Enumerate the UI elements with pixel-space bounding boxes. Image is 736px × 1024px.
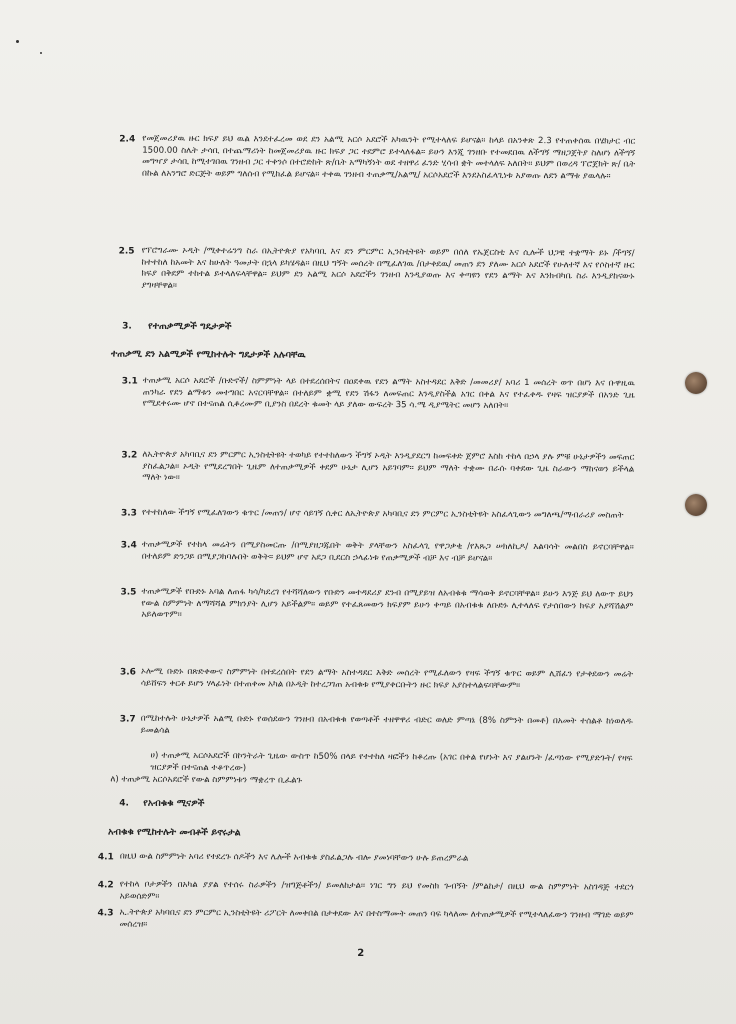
sub-clause-b: ለ) ተጠቃሚ አርሶአደሮች የውል ስምምነቱን ማቋረጥ ቢፈልጉ — [110, 774, 303, 786]
clause-text: በሚከተሉት ሁኔታዎች አልሚ ቡድኑ የወሰደውን ገንዘብ በአብቁቁ የወጣቶች ተዘዋዋሪ ብድር ወለድ ምጣኔ (8% ስምንት በመቶ) በአመት ተሰልቶ ከነወለዱ ይመልሳል — [140, 713, 633, 736]
clause-number: 3.4 — [120, 540, 137, 551]
clause-text: ኦሎሚ ቡድኑ በጽድቀውና ስምምነት በተደረሰበት የደን ልማት አስተዳደር እቅድ መሰረት የሚፈለውን የዛፍ ችግኝ ቁጥር ወይም ሊሸፈን የታቀደውን መሬት ሳይሸፍን ቀርቶ ይሆን ሃላፊነት በተጠቀመ አካል በኦዲት ከተረጋገጠ አብቁቱ የሚያቀርቡትን ዙር ክፍያ አያስተላልፍባቸውም፡፡ — [140, 666, 634, 691]
section-number: 3. — [122, 321, 132, 332]
clause-number: 3.7 — [119, 714, 136, 725]
section-number: 4. — [119, 798, 129, 809]
clause-text: የመጀመሪያዉ ዙር ክፍያ ይህ ዉል እንደተፈረመ ወደ ደን አልሚ አርሶ አደሮች አካዉንት የሚተላለፍ ይሆናል፡፡ ከላይ በአንቀጽ 2.3 የተጠቀሰዉ በሄክታር ብር 1500.00 ስሌት ታሳቢ በተጨማሪነት ከመጀመሪያዉ ዙር ክፍያ ጋር ተደምሮ ይተላለፋል፡፡ ይሁን እንጂ ገንዘቡ የተመደበዉ ለችግኝ ማዘጋጀትያ ስለሆነ ለችግኝ መግዣያ ታሳቢ ከሚተገበዉ ገንዘብ ጋር ተቀንሶ በተሮድከት ጽ/ቤት አማካኝነት ወደ ተዘዋሪ ፈንድ ሂሳብ ቋት መተላለፍ አለበት፡፡ ይህም በወረዳ ፕሮጀክት ጽ/ ቤት በኩል ለአንግሮ ድርጅት ወይም ግለሰብ የሚከፈል ይሆናል፡፡ ተቀዉ ገንዘብ ተጠቃሚ/አልሚ/ አርሶአደሮች እንደአስፈላጊነቱ አያወጡ ለደን ልማቱ ያዉላሉ፡፡ — [142, 133, 636, 181]
clause-number: 3.2 — [121, 450, 138, 461]
clause-text: የተከላ ቦታዎችን በአካል ያያል የተሰሩ ስራዎችን /ዝግጅቶችን/ ይመለከታል፡፡ ነገር ግን ይህ የመስክ ጉብኝት /ምልከታ/ በዚህ ውል ስምምነት አስገዳጅ ተደርጎ አይወሰድም፡፡ — [119, 879, 634, 902]
clause-text: የፕሮግራሙ ኦዲት /ሚቀተሬንግ ስራ በኢትዮጵያ የአካባቢ እና ደን ምርምር ኢንስቲትዩት ወይም በሰለ የኤጀርስቲ እና ሲሎች ህጋዊ ተቋማት ይኑ /ችግኝ/ ከተተከለ ከአመት እና ከሁለት ዓመታት በኋላ ይካሄዳል፡፡ በዚህ ግኝት መሰረት በሚፈለገዉ /በታቀደዉ/ መጠን ደን ያለሙ አርሶ አደሮች የሁለተኛ እና የሶስተኛ ዙር ክፍያ በቅደም ተከተል ይተላለፍላቸዋል፡፡ ይህም ደን አልሚ አርሶ አደሮችን ገንዘብ እንዲያወጡ እና ቀጣዩን የደን ልማት እና እንክብካቤ ስራ እንዲያከናውኑ ያግዛቸዋል፡፡ — [141, 245, 635, 291]
clause-number: 4.1 — [97, 852, 114, 863]
clause-text: በዚህ ውል ስምምነት አባሪ የተደረጉ ሰዶችን እና ሌሎች አብቁቁ ያስፈልጋሉ ብሎ ያመነባቸውን ሁሉ ይጠረምራል — [119, 851, 469, 864]
clause-number: 4.2 — [97, 880, 114, 891]
clause-number: 2.4 — [119, 134, 136, 145]
clause-number: 4.3 — [97, 908, 114, 919]
clause-text: ኢ.ትዮጵያ አካባቢና ደን ምርምር ኢንስቲትዩት ሪፖርት ለመቀበል በታቀደው እና በተስማሙት መጠን ባፍ ካላለሙ ለተጠቃሚዎች የሚተላለፈውን ገንዘብ ማገድ ወይም መሰረዝ፡፡ — [119, 907, 634, 930]
clause-text: ተጠቃሚዎች የተከላ መሬትን በሚያስመርጡ /በሚያዘጋጁበት ወቅት ያላቸውን አስፈላጊ የዋጋቃቂ /የእጹጋ ሠክለኪዶ/ እልባሳት መልበስ ይኖርባቸዋል፡፡ በተለይም ድንጋይ በሚያጋክባሉበት ወቅት፡፡ ይህም ሆኖ አደጋ ቢደርስ ኃላፊነቱ የጠቃሚዎች ብቻ እና ብቻ ይሆናል፡፡ — [141, 539, 634, 564]
clause-text: ተጠቃሚዎች የቡድኑ አባል ለጠፋ ካሳ/ካደረገ የተሻሻለውን የቡድን መተዳደሪያ ደንብ በሚያይዝ ለአብቁቁ ማሳወቅ ይኖርባቸዋል፡፡ ይሁን እንጅ ይህ ለውጥ ይህን የውል ስምምነት ለማሻሻል ምክንያት ሊሆን አይችልም፡፡ ወይም የተፈጸመውን ክፍያም ይሁን ቀጣይ በአብቁቁ ለቡድኑ ሊተላለፍ የታሰበውን ክፍያ አያሻሽልም አይለወጥም፡፡ — [141, 586, 634, 620]
page-number: 2 — [357, 947, 365, 959]
clause-number: 3.5 — [120, 587, 137, 598]
clause-number: 3.1 — [121, 376, 138, 387]
section-title: የተጠቃሚዎች ግዴታዎች — [148, 320, 232, 333]
sub-clause-a: ሀ) ተጠቃሚ አርሶአደሮች በኮንትራት ጊዜው ውስጥ ከ50% በላይ የተተከለ ዛፎችን ከቆረጡ (አገር በቀል የሆኑት እና ያልሆኑት /ፈጣነው የሚያድጉት/ የዛፍ ዝርያዎች በተናጠል ተቆጥረው) — [150, 750, 633, 773]
clause-text: ተጠቃሚ አርሶ አደሮች /ቡድኖች/ ስምምነት ላይ በተደረሰበትና በዐደቀዉ የደን ልማት አስተዳደር እቅድ /መመሪያ/ አባሪ 1 መሰረት ወጥ በሆነ እና ቡዋዚዉ ጠንካራ የደን ልማቱን መተግበር አናርባቸዋል፡፡ በተለይም ቋሚ የደን ሽፋን ለመፍጠር እንዲያስችል አገር በቀል እና የተፈቀዱ የዛፍ ዝርያዎች በአንድ ጊዜ የሚደቀሩሙ ሆኖ በተናጠል ሲቆረሙም ቢያንስ በደረት ቁመት ላይ ያለው ውፍረት 35 ሳ.ሜ ዲያሜትር መሆን አለበት፡፡ — [142, 375, 635, 411]
clause-number: 3.3 — [120, 508, 137, 519]
clause-text: ለኢትዮጵያ አካባቢና ደን ምርምር ኢንስቲትዩት ተወካይ የተተከለውን ችግኝ ኦዲት እንዲያደርግ ከመፍቀድ ጀምሮ እስከ ተከላ በኃላ ያሉ ምቹ ሁኔታዎችን መፍጠር ያስፈልጋል፡፡ ኦዲት የሚደረግበት ጊዜም ለተጠቃሚዎች ቀደም ሁኔታ ሊሆን አይገባም፡፡ ይህም ማለት ተቋሙ በራሱ ባቀደው ጊዜ ስራውን ማከናወን ይችላል ማለት ነው፡፡ — [142, 449, 635, 483]
clause-number: 2.5 — [118, 246, 135, 257]
section-title: የአብቁቁ ሚናዎች — [143, 797, 205, 810]
section-intro: አብቁቁ የሚከተሉት መብቶች ይኖሩታል — [108, 826, 241, 839]
section-intro: ተጠቃሚ ደን አልሚዎች የሚከተሉት ግዴታዎች አሉባቸዉ — [110, 348, 306, 361]
clause-number: 3.6 — [119, 667, 136, 678]
clause-text: የተተከለው ችግኝ የሚፈለገውን ቁጥር /መጠን/ ሆኖ ሳይገኝ ሲቀር ለኢትዮጵያ አካባቢና ደን ምርምር ኢንስቲትዩት አስፈላጊውን መግለጫ/ማብራሪያ መስጠት — [141, 507, 624, 521]
